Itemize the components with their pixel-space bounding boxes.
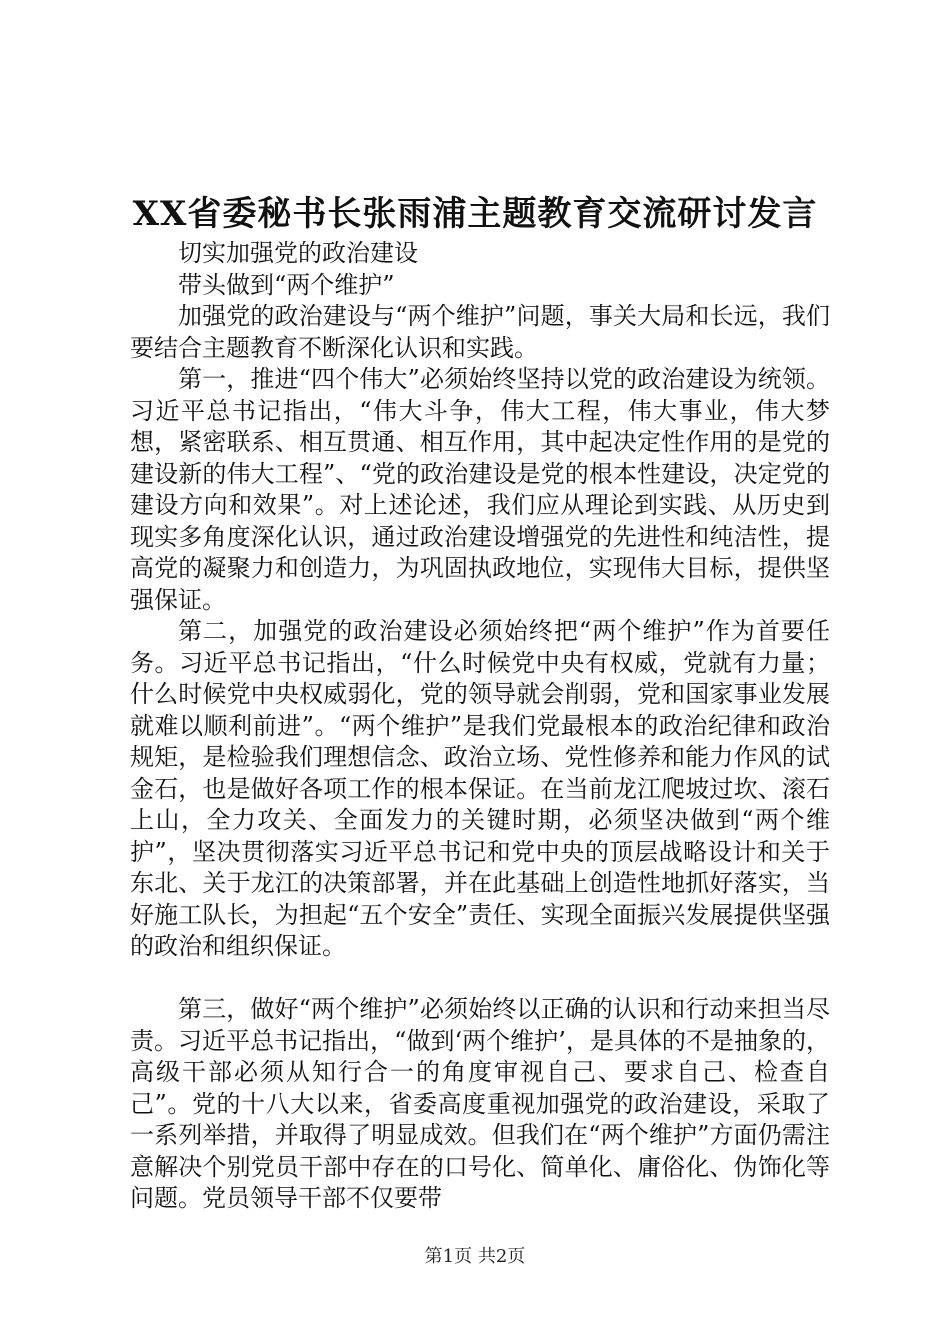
subheading-2: 带头做到“两个维护”	[178, 270, 395, 299]
document-body	[130, 238, 830, 1215]
paragraph-first: 第一，推进“四个伟大”必须始终坚持以党的政治建设为统领。习近平总书记指出，“伟大斗争，伟大工程，伟大事业，伟大梦想，紧密联系、相互贯通、相互作用，其中起决定性作用的是党的建设新的伟大工程”、“党的政治建设是党的根本性建设，决定党的建设方向和效果”。对上述论述，我们应从理论到实践、从历史到现实多角度深化认识，通过政治建设增强党的先进性和纯洁性，提高党的凝聚力和创造力，为巩固执政地位，实现伟大目标，提供坚强保证。	[130, 365, 830, 614]
subheading-1: 切实加强党的政治建设	[178, 239, 418, 267]
paragraph-intro: 加强党的政治建设与“两个维护”问题，事关大局和长远，我们要结合主题教育不断深化认识和实践。	[130, 302, 830, 362]
document-title: XX省委秘书长张雨浦主题教育交流研讨发言	[132, 194, 818, 234]
page-number-footer: 第1页 共2页	[424, 1246, 526, 1267]
paragraph-second: 第二，加强党的政治建设必须始终把“两个维护”作为首要任务。习近平总书记指出，“什么时候党中央有权威，党就有力量；什么时候党中央权威弱化，党的领导就会削弱，党和国家事业发展就难以顺利前进”。“两个维护”是我们党最根本的政治纪律和政治规矩，是检验我们理想信念、政治立场、党性修养和能力作风的试金石，也是做好各项工作的根本保证。在当前龙江爬坡过坎、滚石上山，全力攻关、全面发力的关键时期，必须坚决做到“两个维护”，坚决贯彻落实习近平总书记和党中央的顶层战略设计和关于东北、关于龙江的决策部署，并在此基础上创造性地抓好落实，当好施工队长，为担起“五个安全”责任、实现全面振兴发展提供坚强的政治和组织保证。	[130, 617, 830, 960]
paragraph-third: 第三，做好“两个维护”必须始终以正确的认识和行动来担当尽责。习近平总书记指出，“做到‘两个维护’，是具体的不是抽象的，高级干部必须从知行合一的角度审视自己、要求自己、检查自己”。党的十八大以来，省委高度重视加强党的政治建设，采取了一系列举措，并取得了明显成效。但我们在“两个维护”方面仍需注意解决个别党员干部中存在的口号化、简单化、庸俗化、伪饰化等问题。党员领导干部不仅要带	[130, 995, 830, 1212]
